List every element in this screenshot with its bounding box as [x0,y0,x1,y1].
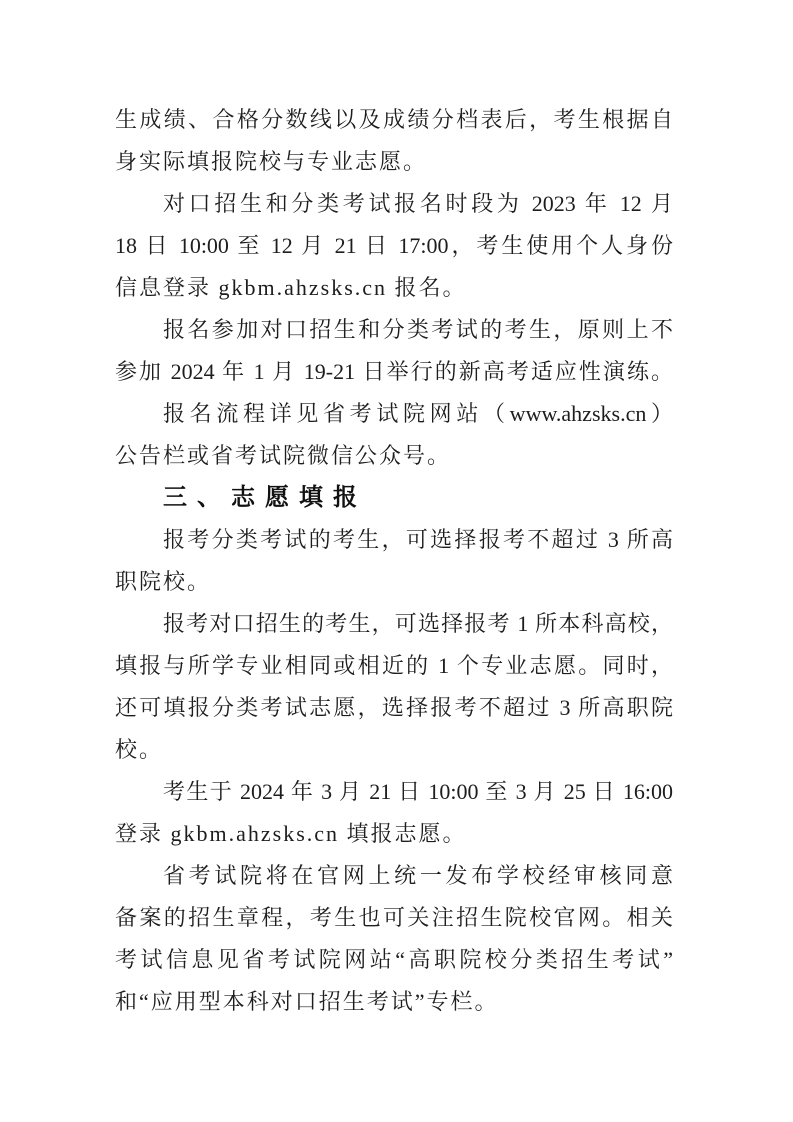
text-line: 报考对口招生的考生，可选择报考 1 所本科高校， [163,611,673,636]
text-line: 考试信息见省考试院网站“高职院校分类招生考试” [115,947,673,972]
text-line: 报名参加对口招生和分类考试的考生，原则上不 [163,317,673,342]
text-line: 信息登录 gkbm.ahzsks.cn 报名。 [115,275,467,300]
text-line: 登录 gkbm.ahzsks.cn 填报志愿。 [115,821,467,846]
text-line: 职院校。 [115,569,212,594]
text-line: 身实际填报院校与专业志愿。 [115,149,428,174]
text-line: 省考试院将在官网上统一发布学校经审核同意 [163,863,673,888]
text-line: 报名流程详见省考试院网站（www.ahzsks.cn） [163,401,673,426]
text-line: 18 日 10:00 至 12 月 21 日 17:00，考生使用个人身份 [115,233,673,258]
text-line: 校。 [115,737,164,762]
text-line: 生成绩、合格分数线以及成绩分档表后，考生根据自 [115,107,673,132]
section-heading: 三、志愿填报 [163,484,367,511]
document-body [115,99,673,1023]
text-line: 备案的招生章程，考生也可关注招生院校官网。相关 [115,905,673,930]
text-line: 填报与所学专业相同或相近的 1 个专业志愿。同时， [115,653,673,678]
text-line: 参加 2024 年 1 月 19-21 日举行的新高考适应性演练。 [115,359,673,384]
text-line: 考生于 2024 年 3 月 21 日 10:00 至 3 月 25 日 16:00 [163,779,673,804]
text-line: 报考分类考试的考生，可选择报考不超过 3 所高 [163,527,673,552]
text-line: 对口招生和分类考试报名时段为 2023 年 12 月 [163,191,673,216]
text-line: 和“应用型本科对口招生考试”专栏。 [115,989,499,1014]
text-line: 还可填报分类考试志愿，选择报考不超过 3 所高职院 [115,695,673,720]
text-line: 公告栏或省考试院微信公众号。 [115,443,452,468]
